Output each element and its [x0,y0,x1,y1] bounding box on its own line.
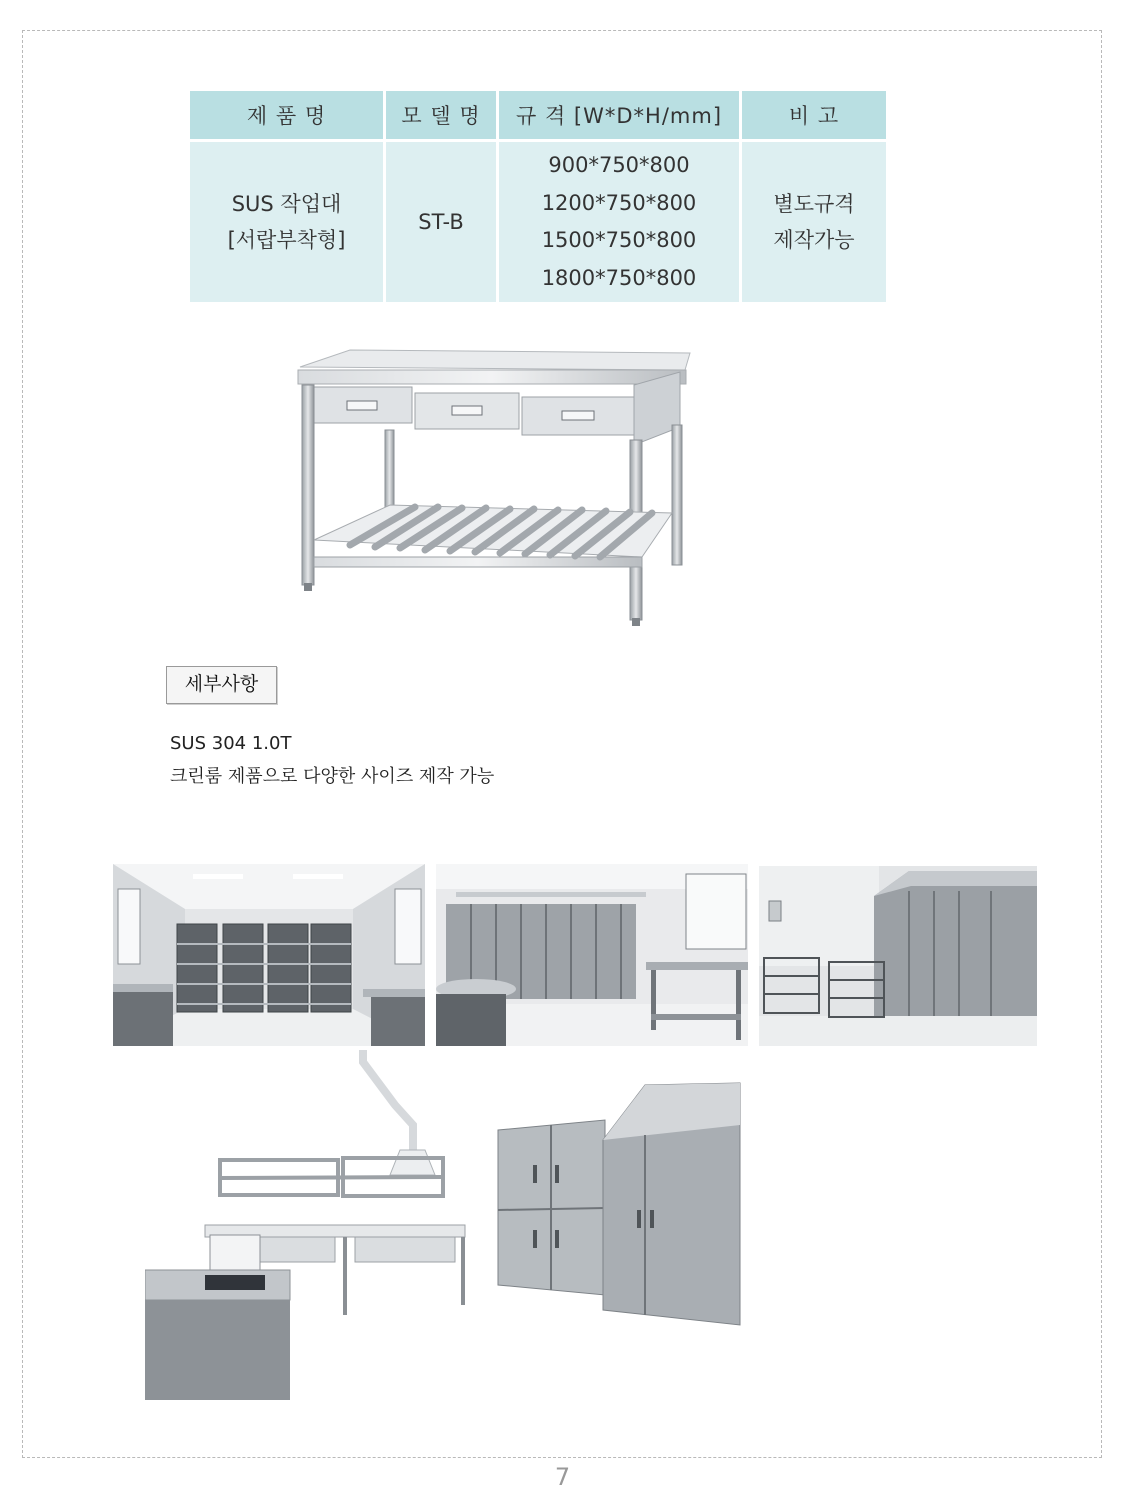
cell-model [386,142,496,302]
page-number: 7 [554,1463,571,1491]
header-model-name: 모 델 명 [386,91,496,139]
cell-note [742,142,886,302]
note-line-2: 제작가능 [773,228,855,252]
size-4: 1800*750*800 [541,265,697,290]
cell-product-name [190,142,383,302]
header-product-name: 제 품 명 [190,91,383,139]
product-name-line-1: SUS 작업대 [231,192,342,216]
model-value: ST-B [418,210,464,234]
cleanroom-photo-carts [759,866,1037,1046]
size-2: 1200*750*800 [541,190,697,215]
cell-sizes [499,142,739,302]
cleanroom-photo-shelves [113,864,425,1046]
size-1: 900*750*800 [548,153,690,177]
header-spec: 규 격 [W*D*H/mm] [499,91,739,139]
size-3: 1500*750*800 [541,228,697,252]
product-photo-worktable [290,345,700,635]
product-name-line-2: [서랍부착형] [227,228,346,252]
photo-workbench-extractor [145,1050,485,1400]
photo-refrigerator-cabinet [495,1080,745,1340]
details-badge: 세부사항 [166,666,277,704]
cleanroom-photo-lockers [436,864,748,1046]
note-line-1: 별도규격 [773,192,855,216]
detail-description: 크린룸 제품으로 다양한 사이즈 제작 가능 [170,766,495,787]
detail-material: SUS 304 1.0T [170,733,292,754]
spec-table [187,88,889,305]
header-note: 비 고 [742,91,886,139]
